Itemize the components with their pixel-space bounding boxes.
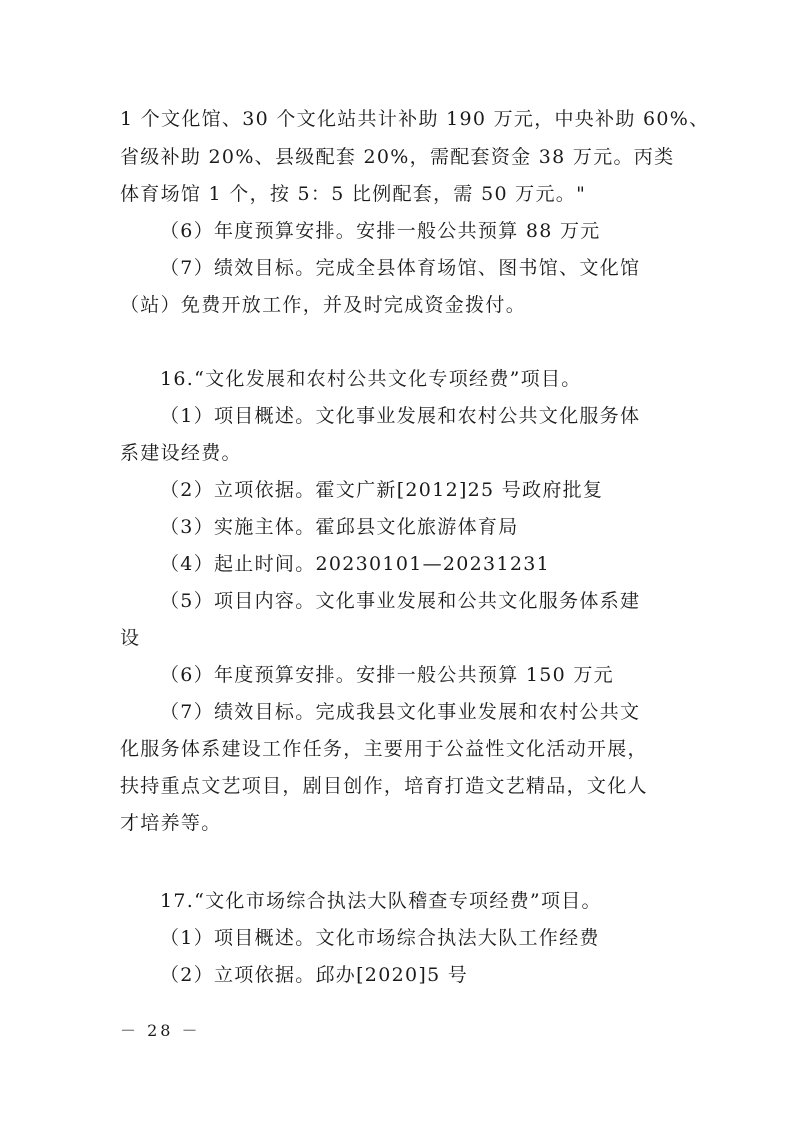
body-text-line: （5）项目内容。文化事业发展和公共文化服务体系建 (160, 590, 641, 612)
body-text-line: 才培养等。 (120, 812, 222, 834)
body-text-line: （7）绩效目标。完成我县文化事业发展和农村公共文 (160, 701, 641, 723)
body-text-line: （1）项目概述。文化事业发展和农村公共文化服务体 (160, 405, 641, 427)
body-text-line: 扶持重点文艺项目，剧目创作，培育打造文艺精品，文化人 (120, 775, 648, 797)
body-text-line: 设 (120, 627, 141, 649)
body-text-line: （7）绩效目标。完成全县体育场馆、图书馆、文化馆 (160, 257, 641, 279)
body-text-line: 系建设经费。 (120, 442, 242, 464)
body-text-line: （2）立项依据。邱办[2020]5 号 (160, 964, 469, 986)
body-text-line: （6）年度预算安排。安排一般公共预算 150 万元 (160, 664, 614, 686)
body-text-line: （4）起止时间。20230101—20231231 (160, 553, 551, 575)
body-text-line: （站）免费开放工作，并及时完成资金拨付。 (120, 294, 527, 316)
body-text-line: 省级补助 20%、县级配套 20%，需配套资金 38 万元。丙类 (120, 146, 675, 168)
body-text-line: （1）项目概述。文化市场综合执法大队工作经费 (160, 927, 600, 949)
body-text-line: 1 个文化馆、30 个文化站共计补助 190 万元，中央补助 60%、 (120, 108, 710, 130)
body-text-line: （3）实施主体。霍邱县文化旅游体育局 (160, 516, 519, 538)
body-text-line: （2）立项依据。霍文广新[2012]25 号政府批复 (160, 479, 604, 501)
body-text-line: 化服务体系建设工作任务，主要用于公益性文化活动开展， (120, 738, 648, 760)
page-number: － 28 － (120, 1021, 201, 1040)
section-heading: 16.“文化发展和农村公共文化专项经费”项目。 (160, 368, 582, 390)
body-text-line: （6）年度预算安排。安排一般公共预算 88 万元 (160, 220, 601, 242)
body-text-line: 体育场馆 1 个，按 5：5 比例配套，需 50 万元。" (120, 183, 587, 205)
section-heading: 17.“文化市场综合执法大队稽查专项经费”项目。 (160, 890, 602, 912)
